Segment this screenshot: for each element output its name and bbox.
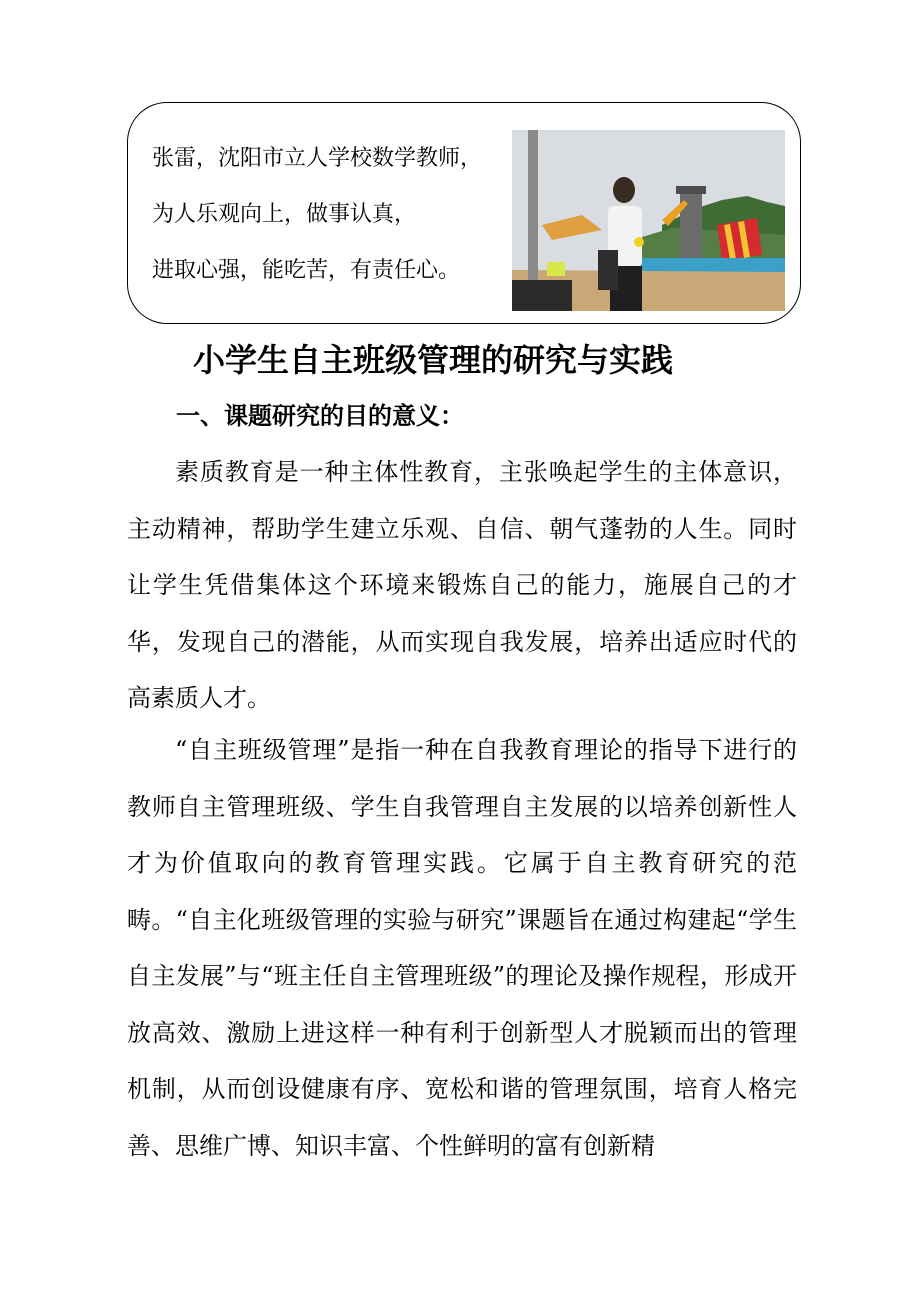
body-paragraph-2: “自主班级管理”是指一种在自我教育理论的指导下进行的教师自主管理班级、学生自我管理自主发展的以培养创新性人才为价值取向的教育管理实践。它属于自主教育研究的范畴。“自主化班级管理的实验与研究”课题旨在通过构建起“学生自主发展”与“班主任自主管理班级”的理论及操作规程，形成开放高效、激励上进这样一种有利于创新型人才脱颖而出的管理机制，从而创设健康有序、宽松和谐的管理氛围，培育人格完善、思维广博、知识丰富、个性鲜明的富有创新精: [127, 736, 797, 1160]
profile-line-3: 进取心强，能吃苦，有责任心。: [152, 258, 461, 283]
profile-line-1: 张雷，沈阳市立人学校数学教师，: [152, 146, 483, 171]
section-heading: 一、课题研究的目的意义：: [176, 401, 464, 430]
profile-line-2: 为人乐观向上，做事认真，: [152, 202, 417, 227]
body-paragraph-1: 素质教育是一种主体性教育，主张唤起学生的主体意识，主动精神，帮助学生建立乐观、自信、朝气蓬勃的人生。同时让学生凭借集体这个环境来锻炼自己的能力，施展自己的才华，发现自己的潜能，从而实现自我发展，培养出适应时代的高素质人才。: [127, 458, 797, 712]
profile-text: [152, 131, 512, 299]
profile-photo: [512, 130, 785, 311]
document-title: 小学生自主班级管理的研究与实践: [192, 341, 673, 379]
profile-box: [127, 102, 801, 324]
